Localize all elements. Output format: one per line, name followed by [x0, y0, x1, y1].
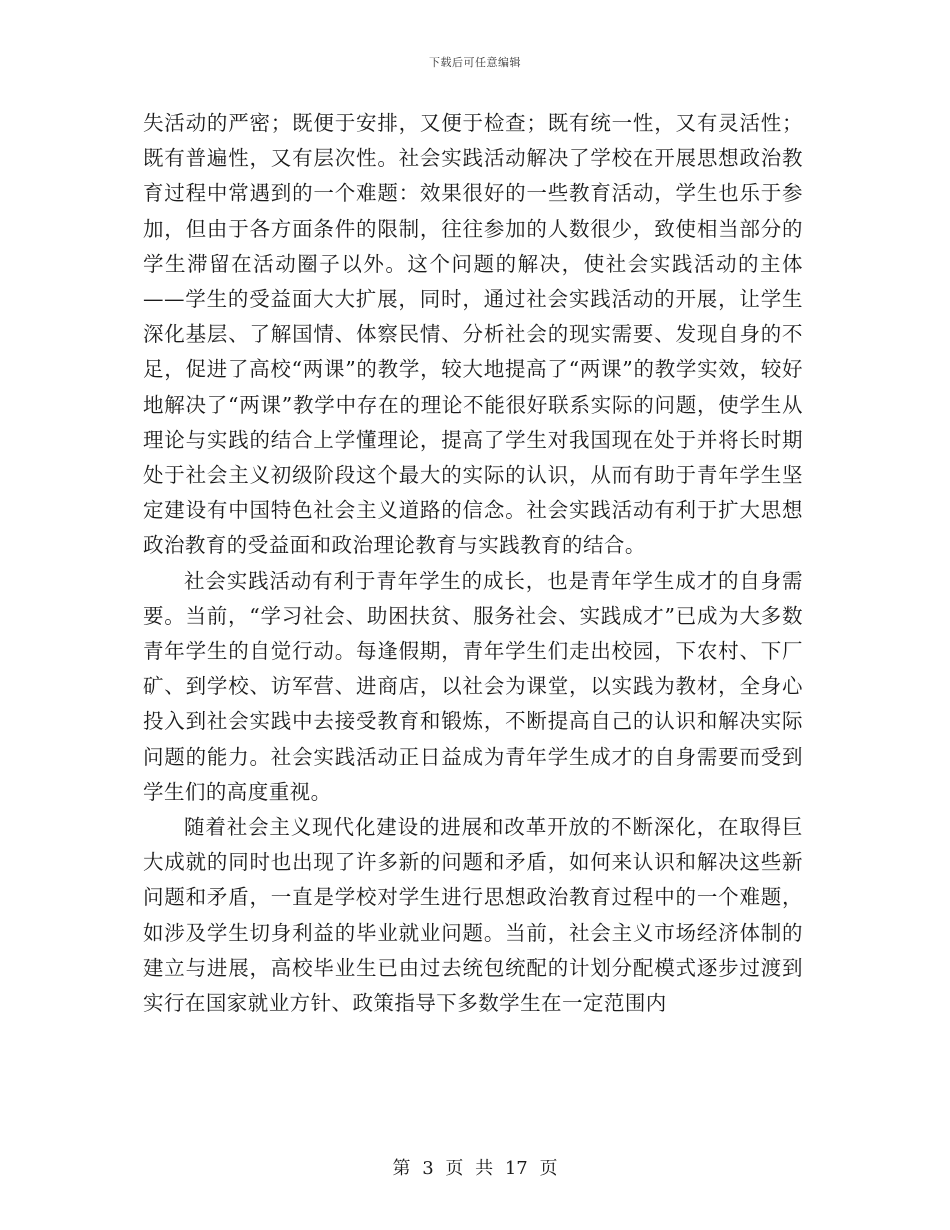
page-number-footer: 第 3 页 共 17 页 — [392, 1158, 558, 1179]
page-header: 下载后可任意编辑 — [429, 56, 521, 69]
paragraph-1: 失活动的严密；既便于安排，又便于检查；既有统一性，又有灵活性；既有普遍性，又有层次性。社会实践活动解决了学校在开展思想政治教育过程中常遇到的一个难题：效果很好的一些教育活动，学生也乐于参加，但由于各方面条件的限制，往往参加的人数很少，致使相当部分的学生滞留在活动圈子以外。这个问题的解决，使社会实践活动的主体——学生的受益面大大扩展，同时，通过社会实践活动的开展，让学生深化基层、了解国情、体察民情、分析社会的现实需要、发现自身的不足，促进了高校“两课”的教学，较大地提高了“两课”的教学实效，较好地解决了“两课”教学中存在的理论不能很好联系实际的问题，使学生从理论与实践的结合上学懂理论，提高了学生对我国现在处于并将长时期处于社会主义初级阶段这个最大的实际的认识，从而有助于青年学生坚定建设有中国特色社会主义道路的信念。社会实践活动有利于扩大思想政治教育的受益面和政治理论教育与实践教育的结合。 — [143, 111, 803, 558]
document-body — [143, 106, 803, 1021]
paragraph-3: 随着社会主义现代化建设的进展和改革开放的不断深化，在取得巨大成就的同时也出现了许多新的问题和矛盾，如何来认识和解决这些新问题和矛盾，一直是学校对学生进行思想政治教育过程中的一个难题，如涉及学生切身利益的毕业就业问题。当前，社会主义市场经济体制的建立与进展，高校毕业生已由过去统包统配的计划分配模式逐步过渡到实行在国家就业方针、政策指导下多数学生在一定范围内 — [143, 815, 803, 1016]
paragraph-2: 社会实践活动有利于青年学生的成长，也是青年学生成才的自身需要。当前，“学习社会、助困扶贫、服务社会、实践成才”已成为大多数青年学生的自觉行动。每逢假期，青年学生们走出校园，下农村、下厂矿、到学校、访军营、进商店，以社会为课堂，以实践为教材，全身心投入到社会实践中去接受教育和锻炼，不断提高自己的认识和解决实际问题的能力。社会实践活动正日益成为青年学生成才的自身需要而受到学生们的高度重视。 — [143, 568, 803, 804]
